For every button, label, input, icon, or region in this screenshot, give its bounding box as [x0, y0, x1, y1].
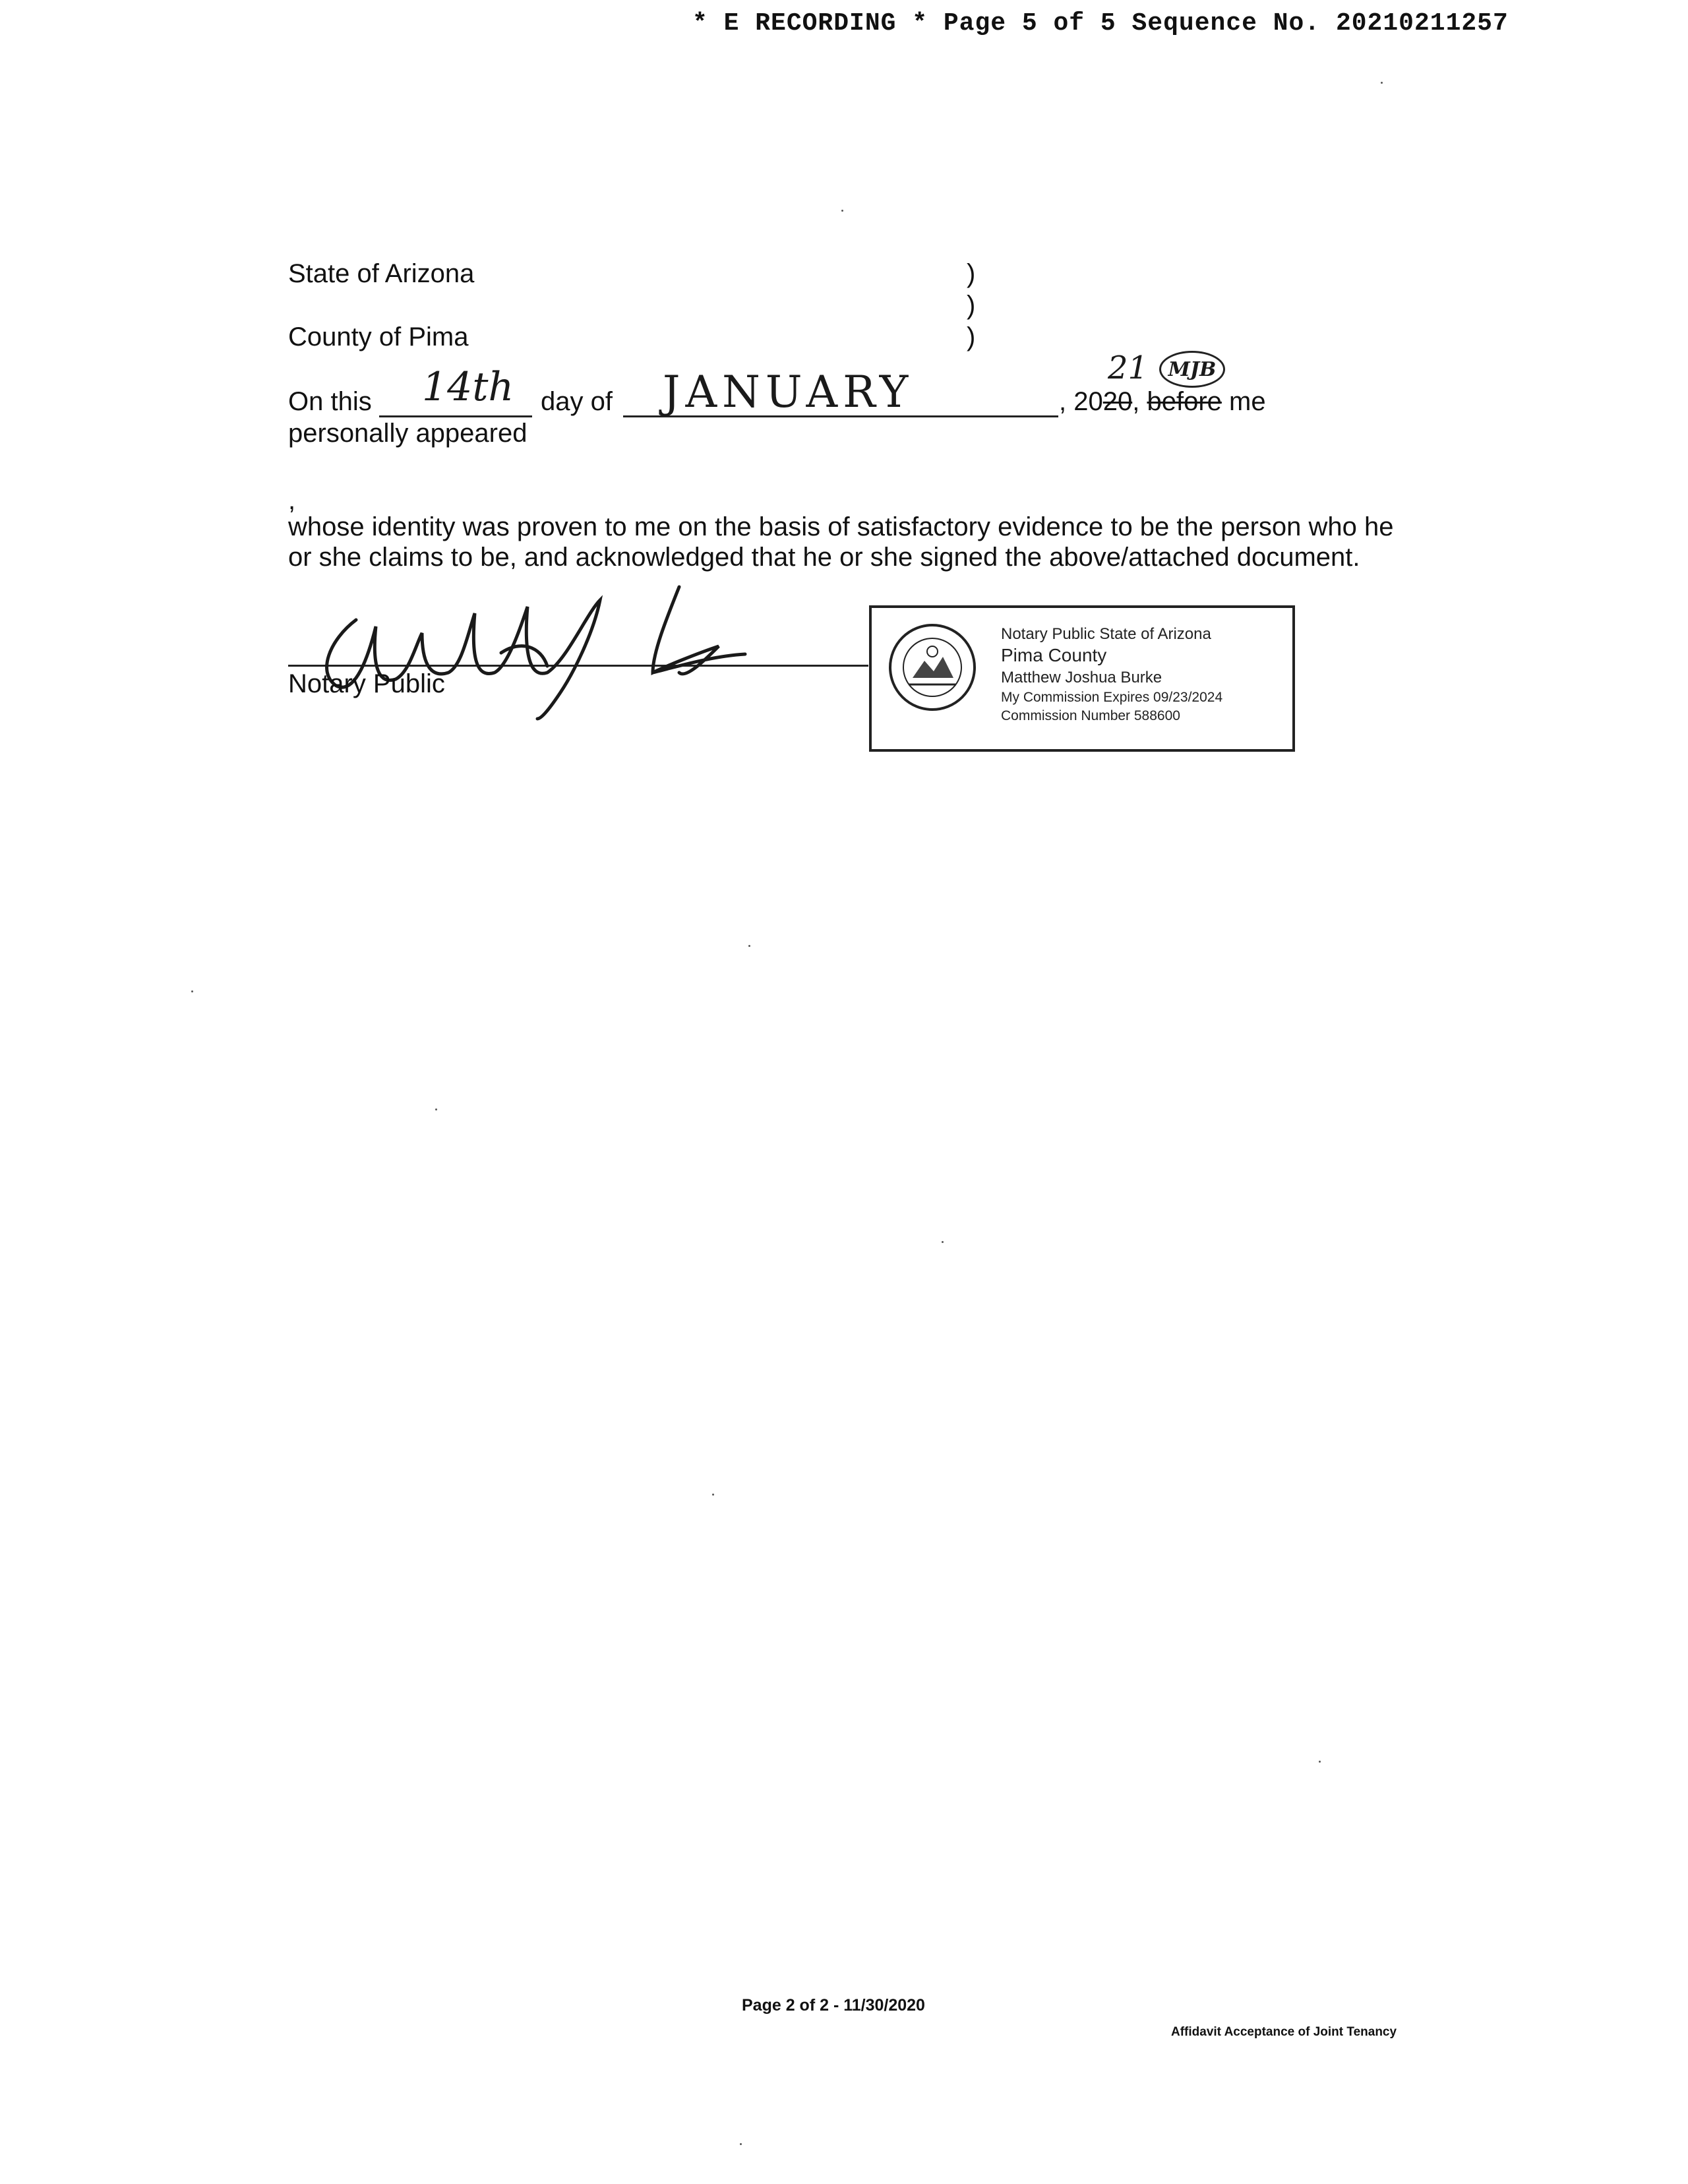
month-handwritten: JANUARY: [663, 367, 914, 417]
scan-speck: [435, 1108, 437, 1110]
year-struck: 20: [1102, 387, 1133, 416]
notary-signature: [310, 574, 758, 725]
scan-speck: [841, 210, 843, 212]
before-me-rest: me: [1221, 387, 1266, 416]
year-field: [1059, 386, 1266, 417]
venue-paren: ): [967, 322, 976, 351]
seal-line-name: Matthew Joshua Burke: [1001, 669, 1162, 686]
before-struck: before: [1147, 387, 1222, 416]
scan-speck: [740, 2143, 742, 2145]
notary-public-label: Notary Public: [288, 669, 445, 698]
scan-speck: [1381, 82, 1383, 84]
page-footer: Page 2 of 2 - 11/30/2020: [742, 1996, 925, 2015]
document-title-footer: Affidavit Acceptance of Joint Tenancy: [1171, 2025, 1397, 2039]
year-correction: 21: [1108, 349, 1149, 386]
notary-seal: [869, 605, 1295, 752]
scan-speck: [191, 990, 193, 992]
comma-mark: ,: [288, 486, 296, 515]
scan-speck: [942, 1241, 944, 1243]
scan-speck: [748, 945, 750, 947]
seal-line-title: Notary Public State of Arizona: [1001, 625, 1211, 643]
year-prefix: , 20: [1059, 387, 1103, 416]
arizona-seal-emblem: [886, 621, 979, 713]
scan-speck: [712, 1494, 714, 1496]
day-handwritten: 14th: [422, 364, 514, 410]
on-this-label: On this: [288, 387, 372, 416]
venue-paren: ): [967, 259, 976, 288]
comma: ,: [1132, 387, 1140, 416]
recording-header: * E RECORDING * Page 5 of 5 Sequence No. 20210211257: [692, 9, 1509, 38]
seal-line-expires: My Commission Expires 09/23/2024: [1001, 690, 1223, 705]
seal-line-commission: Commission Number 588600: [1001, 708, 1180, 723]
state-label: State of Arizona: [288, 259, 475, 288]
initials-circle: [1159, 351, 1225, 388]
acknowledgment-paragraph: whose identity was proven to me on the basis of satisfactory evidence to be the person who he or she claims to be, and acknowledged that he or she signed the above/attached document.: [288, 512, 1394, 572]
scan-speck: [1319, 1761, 1321, 1763]
county-label: County of Pima: [288, 322, 469, 351]
day-of-label: day of: [541, 387, 613, 416]
personally-appeared-label: personally appeared: [288, 419, 528, 448]
venue-paren: ): [967, 291, 976, 320]
seal-line-county: Pima County: [1001, 645, 1107, 665]
initials-handwritten: MJB: [1168, 357, 1217, 381]
